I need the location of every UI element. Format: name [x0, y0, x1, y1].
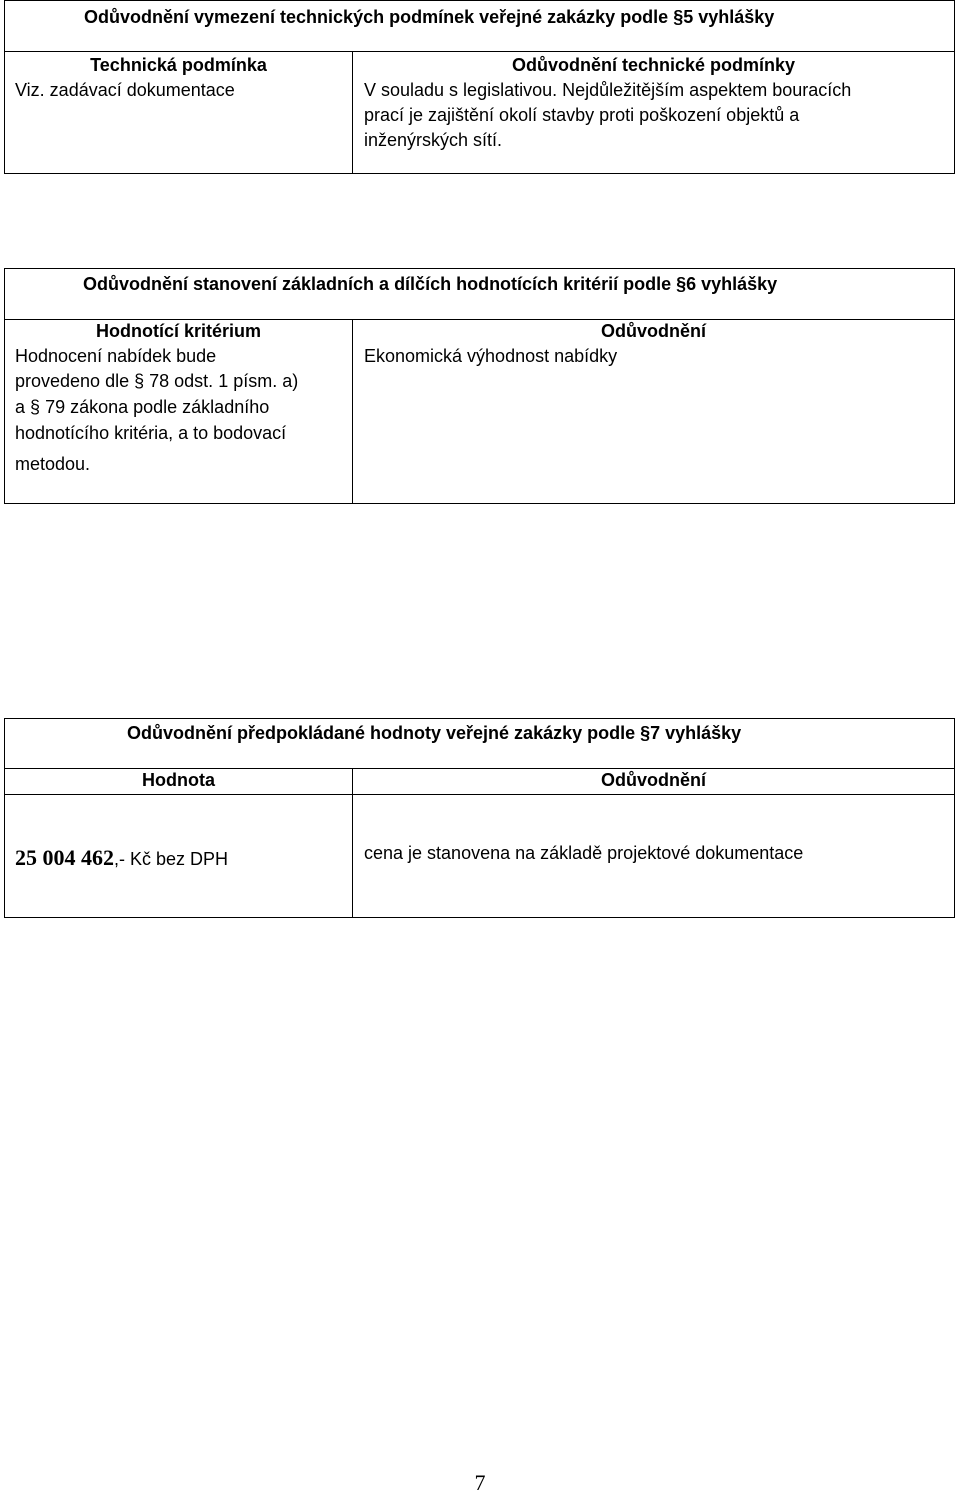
col-header-justification: Odůvodnění: [601, 321, 706, 341]
section-sign-icon: §: [640, 723, 651, 743]
criterion-line: [15, 395, 269, 420]
evaluation-criteria-title: [83, 272, 777, 297]
criterion-line: metodou.: [15, 454, 91, 474]
criterion-text: 78 odst. 1 písm. a): [149, 371, 299, 391]
col-header-technical-condition: Technická podmínka: [90, 55, 267, 75]
divider: [5, 794, 954, 795]
section-sign-icon: §: [30, 397, 41, 417]
title-text: Odůvodnění předpokládané hodnoty veřejné zakázky podle: [127, 723, 636, 743]
section-sign-icon: §: [673, 7, 684, 27]
estimated-value-table: [4, 718, 955, 918]
evaluation-criteria-table: [4, 268, 955, 504]
divider: [5, 51, 954, 52]
title-ref: 5 vyhlášky: [683, 7, 775, 27]
section-sign-icon: §: [134, 371, 145, 391]
estimated-value: [15, 844, 228, 873]
value-justification: cena je stanovena na základě projektové dokumentace: [364, 843, 804, 863]
justification-line: inženýrských sítí.: [364, 130, 503, 150]
technical-conditions-table: [4, 0, 955, 174]
criterion-line: [15, 369, 298, 394]
col-header-value: Hodnota: [142, 770, 215, 790]
justification-line: V souladu s legislativou. Nejdůležitějším aspektem bouracích: [364, 80, 852, 100]
criterion-line: Hodnocení nabídek bude: [15, 346, 217, 366]
col-header-justification: Odůvodnění: [601, 770, 706, 790]
column-divider: [352, 319, 353, 504]
col-header-criterion: Hodnotící kritérium: [95, 321, 261, 341]
title-text: Odůvodnění vymezení technických podmínek veřejné zakázky podle: [84, 7, 669, 27]
col-header-justification: Odůvodnění technické podmínky: [511, 55, 796, 75]
justification-value: Ekonomická výhodnost nabídky: [364, 346, 618, 366]
criterion-text: provedeno dle: [15, 371, 130, 391]
criterion-text: 79 zákona podle základního: [45, 397, 270, 417]
technical-condition-value: Viz. zadávací dokumentace: [15, 80, 235, 100]
title-text: Odůvodnění stanovení základních a dílčích hodnotících kritérií podle: [83, 274, 672, 294]
criterion-text: a: [15, 397, 26, 417]
section-sign-icon: §: [676, 274, 687, 294]
technical-conditions-title: [84, 5, 774, 30]
value-suffix: ,- Kč bez DPH: [114, 849, 229, 869]
criterion-line: hodnotícího kritéria, a to bodovací: [15, 423, 287, 443]
title-ref: 7 vyhlášky: [650, 723, 742, 743]
value-amount: 25 004 462: [15, 845, 114, 870]
title-ref: 6 vyhlášky: [686, 274, 778, 294]
page-number: 7: [474, 1470, 486, 1495]
justification-line: prací je zajištění okolí stavby proti poškození objektů a: [364, 105, 800, 125]
estimated-value-title: [127, 721, 741, 746]
